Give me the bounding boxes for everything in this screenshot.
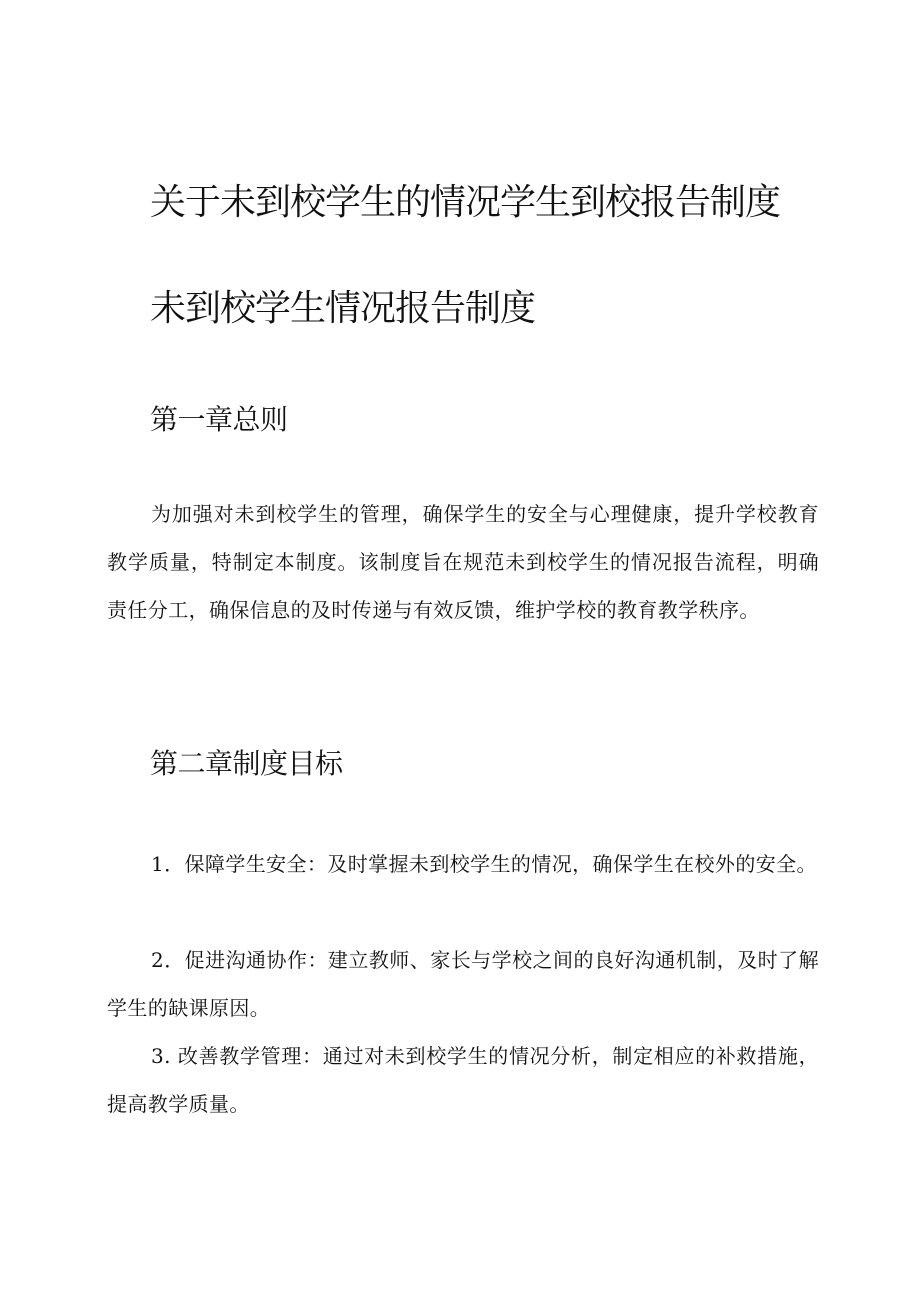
chapter-1-heading: 第一章总则 (150, 403, 288, 436)
goal-item-3: 3. 改善教学管理：通过对未到校学生的情况分析，制定相应的补救措施，提高教学质量。 (107, 1044, 819, 1116)
document-title: 关于未到校学生的情况学生到校报告制度 (150, 182, 781, 223)
goal-item-1: 1．保障学生安全：及时掌握未到校学生的情况，确保学生在校外的安全。 (151, 852, 817, 876)
chapter-2-heading: 第二章制度目标 (150, 747, 343, 780)
chapter-1-paragraph: 为加强对未到校学生的管理，确保学生的安全与心理健康，提升学校教育教学质量，特制定本制度。该制度旨在规范未到校学生的情况报告流程，明确责任分工，确保信息的及时传递与有效反馈，维护学校的教育教学秩序。 (107, 502, 819, 622)
goal-item-2: 2．促进沟通协作：建立教师、家长与学校之间的良好沟通机制，及时了解学生的缺课原因。 (107, 948, 819, 1020)
document-subtitle: 未到校学生情况报告制度 (150, 288, 536, 329)
